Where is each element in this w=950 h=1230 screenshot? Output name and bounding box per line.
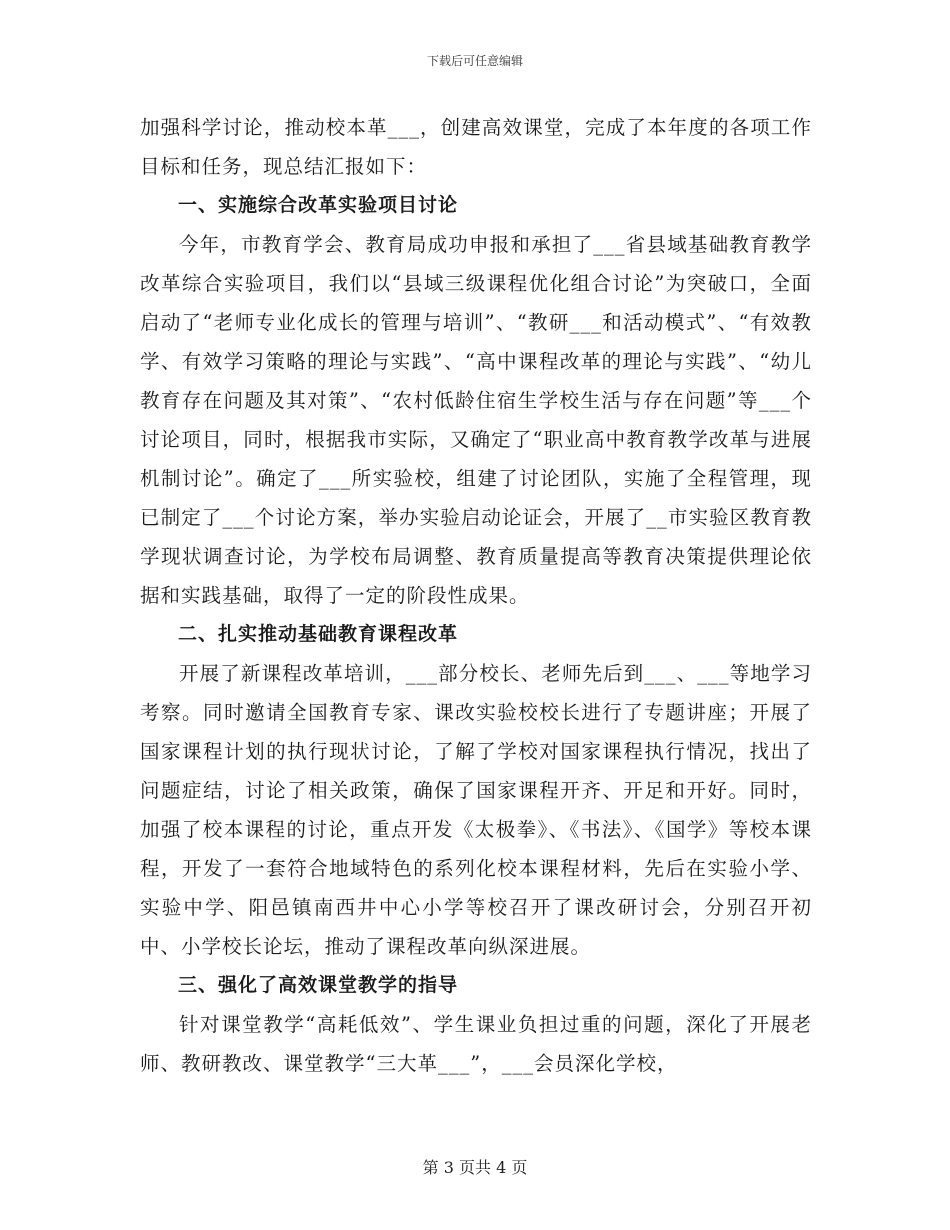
page-footer: 第 3 页共 4 页 bbox=[422, 1158, 528, 1177]
section-2-heading: 二、扎实推动基础教育课程改革 bbox=[178, 623, 459, 645]
section-1-heading: 一、实施综合改革实验项目讨论 bbox=[178, 194, 459, 216]
section-3-paragraph: 针对课堂教学“高耗低效”、学生课业负担过重的问题，深化了开展老师、教研教改、课堂教学“三大革___”，___会员深化学校， bbox=[140, 1013, 812, 1075]
section-3-heading: 三、强化了高效课堂教学的指导 bbox=[178, 974, 459, 996]
page-header: 下载后可任意编辑 bbox=[426, 54, 523, 68]
intro-paragraph: 加强科学讨论，推动校本革___，创建高效课堂，完成了本年度的各项工作目标和任务，现总结汇报如下： bbox=[140, 116, 812, 178]
document-body bbox=[140, 108, 812, 1083]
section-1-paragraph: 今年，市教育学会、教育局成功申报和承担了___省县域基础教育教学改革综合实验项目，我们以“县域三级课程优化组合讨论”为突破口，全面启动了“老师专业化成长的管理与培训”、“教研___和活动模式”、“有效教学、有效学习策略的理论与实践”、“高中课程改革的理论与实践”、“幼儿教育存在问题及其对策”、“农村低龄住宿生学校生活与存在问题”等___个讨论项目，同时，根据我市实际，又确定了“职业高中教育教学改革与进展机制讨论”。确定了___所实验校，组建了讨论团队，实施了全程管理，现已制定了___个讨论方案，举办实验启动论证会，开展了__市实验区教育教学现状调查讨论，为学校布局调整、教育质量提高等教育决策提供理论依据和实践基础，取得了一定的阶段性成果。 bbox=[140, 233, 812, 607]
section-2-paragraph: 开展了新课程改革培训，___部分校长、老师先后到___、___等地学习考察。同时邀请全国教育专家、课改实验校校长进行了专题讲座；开展了国家课程计划的执行现状讨论，了解了学校对国家课程执行情况，找出了问题症结，讨论了相关政策，确保了国家课程开齐、开足和开好。同时，加强了校本课程的讨论，重点开发《太极拳》、《书法》、《国学》等校本课程，开发了一套符合地域特色的系列化校本课程材料，先后在实验小学、实验中学、阳邑镇南西井中心小学等校召开了课改研讨会，分别召开初中、小学校长论坛，推动了课程改革向纵深进展。 bbox=[140, 662, 812, 958]
